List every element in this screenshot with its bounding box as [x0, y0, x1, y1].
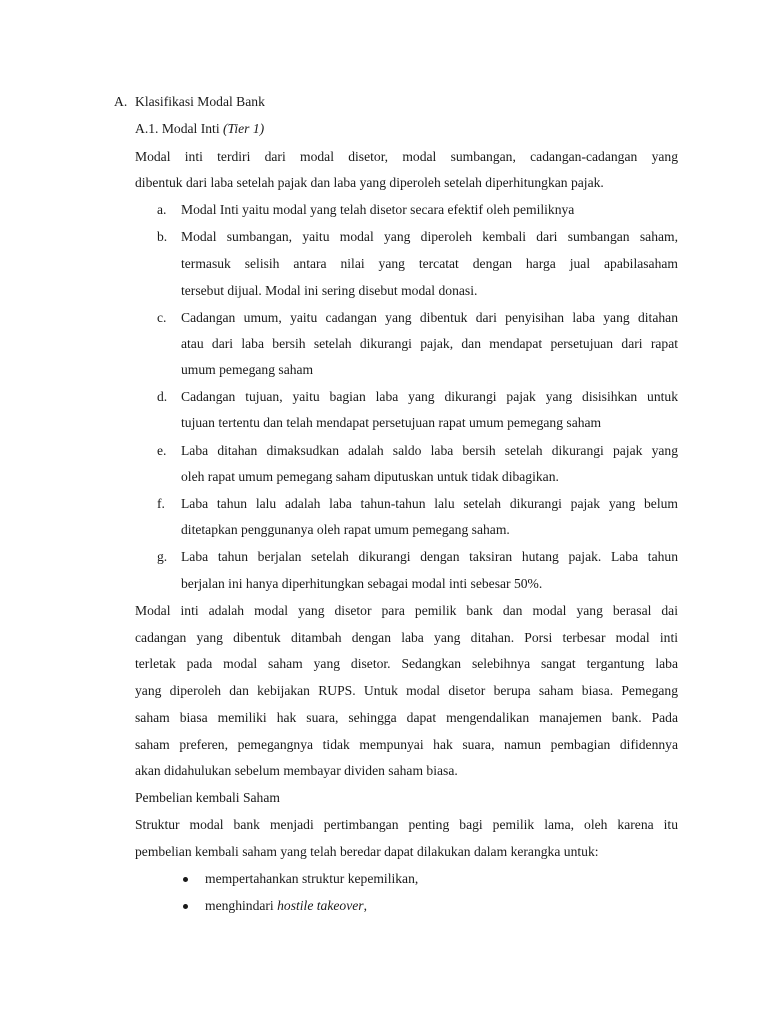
subheading-pembelian: Pembelian kembali Saham [135, 790, 280, 805]
paragraph2-line-2: cadangan yang dibentuk ditambah dengan laba yang ditahan. Porsi terbesar modal inti [135, 630, 678, 645]
item-b-line-1: Modal sumbangan, yaitu modal yang diperoleh kembali dari sumbangan saham, [181, 229, 678, 244]
bullet-icon [183, 904, 188, 909]
item-f-marker: f. [157, 496, 165, 511]
item-f-line-2: ditetapkan penggunanya oleh rapat umum pemegang saham. [181, 522, 510, 537]
item-b-line-3: tersebut dijual. Modal ini sering disebut modal donasi. [181, 283, 478, 298]
bullet-item-2-italic: hostile takeover [277, 898, 364, 913]
intro-line-1: Modal inti terdiri dari modal disetor, modal sumbangan, cadangan-cadangan yang [135, 149, 678, 164]
item-a-marker: a. [157, 202, 167, 217]
intro-line-2: dibentuk dari laba setelah pajak dan laba yang diperoleh setelah diperhitungkan pajak. [135, 175, 604, 190]
bullet-icon [183, 877, 188, 882]
paragraph2-line-3: terletak pada modal saham yang disetor. Sedangkan selebihnya sangat tergantung laba [135, 656, 678, 671]
item-g-marker: g. [157, 549, 168, 564]
paragraph2-line-1: Modal inti adalah modal yang disetor para pemilik bank dan modal yang berasal dai [135, 603, 678, 618]
item-g-line-1: Laba tahun berjalan setelah dikurangi dengan taksiran hutang pajak. Laba tahun [181, 549, 678, 564]
item-d-line-1: Cadangan tujuan, yaitu bagian laba yang dikurangi pajak yang disisihkan untuk [181, 389, 678, 404]
paragraph2-line-4: yang diperoleh dan kebijakan RUPS. Untuk modal disetor berupa saham biasa. Pemegang [135, 683, 678, 698]
item-d-line-2: tujuan tertentu dan telah mendapat persetujuan rapat umum pemegang saham [181, 415, 602, 430]
bullet-item-2 [205, 897, 367, 915]
bullet-item-2-suffix: , [363, 898, 367, 913]
subsection-marker: A.1. [135, 121, 159, 136]
item-d-marker: d. [157, 389, 168, 404]
item-c-line-1: Cadangan umum, yaitu cadangan yang dibentuk dari penyisihan laba yang ditahan [181, 310, 678, 325]
item-e-line-1: Laba ditahan dimaksudkan adalah saldo laba bersih setelah dikurangi pajak yang [181, 443, 678, 458]
paragraph2-line-6: saham preferen, pemegangnya tidak mempunyai hak suara, namun pembagian difidennya [135, 737, 678, 752]
subsection-title [135, 120, 264, 138]
bullet-item-1: mempertahankan struktur kepemilikan, [205, 871, 419, 886]
section-marker: A. [114, 94, 128, 109]
item-e-line-2: oleh rapat umum pemegang saham diputuskan untuk tidak dibagikan. [181, 469, 559, 484]
item-c-marker: c. [157, 310, 167, 325]
paragraph3-line-1: Struktur modal bank menjadi pertimbangan penting bagi pemilik lama, oleh karena itu [135, 817, 678, 832]
item-a-line-1: Modal Inti yaitu modal yang telah disetor secara efektif oleh pemiliknya [181, 202, 575, 217]
item-c-line-3: umum pemegang saham [181, 362, 314, 377]
item-g-line-2: berjalan ini hanya diperhitungkan sebagai modal inti sebesar 50%. [181, 576, 543, 591]
section-title: Klasifikasi Modal Bank [135, 94, 265, 109]
subsection-tier: (Tier 1) [223, 121, 265, 136]
bullet-item-2-text: menghindari [205, 898, 278, 913]
item-b-line-2: termasuk selisih antara nilai yang tercatat dengan harga jual apabilasaham [181, 256, 678, 271]
item-f-line-1: Laba tahun lalu adalah laba tahun-tahun lalu setelah dikurangi pajak yang belum [181, 496, 678, 511]
paragraph2-line-7: akan didahulukan sebelum membayar dividen saham biasa. [135, 763, 458, 778]
subsection-label: Modal Inti [161, 121, 220, 136]
paragraph2-line-5: saham biasa memiliki hak suara, sehingga dapat mengendalikan manajemen bank. Pada [135, 710, 678, 725]
item-e-marker: e. [157, 443, 167, 458]
item-b-marker: b. [157, 229, 168, 244]
item-c-line-2: atau dari laba bersih setelah dikurangi pajak, dan mendapat persetujuan dari rapat [181, 336, 678, 351]
paragraph3-line-2: pembelian kembali saham yang telah beredar dapat dilakukan dalam kerangka untuk: [135, 844, 599, 859]
